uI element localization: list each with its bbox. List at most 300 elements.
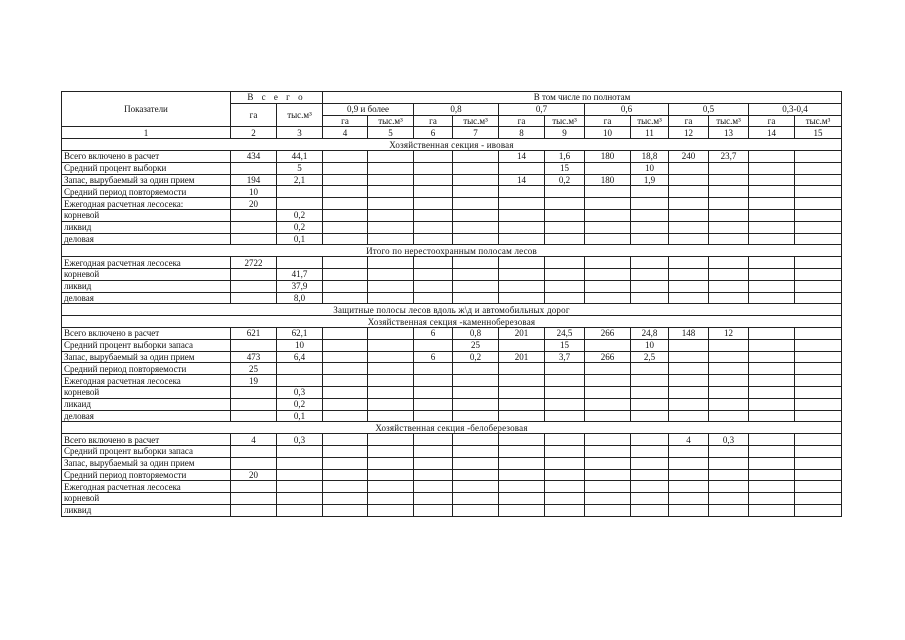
table-cell: 0,1 (277, 410, 323, 422)
table-cell: 4 (669, 434, 709, 446)
table-cell (631, 445, 669, 457)
table-cell (499, 410, 545, 422)
table-row (62, 327, 842, 339)
table-cell (453, 410, 499, 422)
column-number: 13 (709, 127, 749, 139)
row-label: Средний период повторяемости (62, 186, 231, 198)
table-cell: 24,8 (631, 327, 669, 339)
table-cell (323, 351, 368, 363)
table-cell (414, 386, 453, 398)
unit-thm3: тыс.м³ (631, 115, 669, 127)
table-cell (795, 410, 842, 422)
table-cell (709, 504, 749, 516)
table-cell (709, 257, 749, 269)
table-cell (795, 186, 842, 198)
row-label: ликвид (62, 280, 231, 292)
table-cell (414, 445, 453, 457)
table-cell (231, 268, 277, 280)
table-cell (368, 209, 414, 221)
table-cell (453, 434, 499, 446)
table-cell (368, 339, 414, 351)
table-cell (277, 469, 323, 481)
unit-ha: га (669, 115, 709, 127)
table-cell (585, 162, 631, 174)
table-cell (585, 209, 631, 221)
table-cell (669, 504, 709, 516)
table-row (62, 233, 842, 245)
table-cell (368, 233, 414, 245)
table-cell: 14 (499, 150, 545, 162)
table-cell (669, 174, 709, 186)
table-cell (277, 445, 323, 457)
table-cell: 15 (545, 162, 585, 174)
table-cell: 0,3 (709, 434, 749, 446)
table-cell: 44,1 (277, 150, 323, 162)
table-cell (368, 434, 414, 446)
row-label: Средний процент выборки запаса (62, 339, 231, 351)
table-cell (631, 386, 669, 398)
table-cell (545, 457, 585, 469)
table-cell (631, 233, 669, 245)
table-row (62, 162, 842, 174)
header-density: 0,8 (414, 103, 499, 115)
row-label: Ежегодная расчетная лесосека (62, 375, 231, 387)
table-cell (669, 375, 709, 387)
table-cell (231, 233, 277, 245)
table-cell: 0,2 (277, 221, 323, 233)
table-cell: 621 (231, 327, 277, 339)
table-cell (277, 363, 323, 375)
table-cell (709, 174, 749, 186)
table-cell (585, 375, 631, 387)
table-cell (795, 469, 842, 481)
table-cell (414, 398, 453, 410)
table-cell (368, 162, 414, 174)
table-cell (709, 233, 749, 245)
table-cell (749, 162, 795, 174)
table-cell (795, 481, 842, 493)
row-label: Ежегодная расчетная лесосека (62, 481, 231, 493)
table-cell (709, 481, 749, 493)
table-cell: 10 (631, 339, 669, 351)
table-cell (323, 493, 368, 505)
table-cell (453, 257, 499, 269)
table-row (62, 434, 842, 446)
table-cell (453, 186, 499, 198)
table-cell (545, 504, 585, 516)
table-cell (323, 434, 368, 446)
header-total-thm3: тыс.м³ (277, 103, 323, 127)
table-row (62, 221, 842, 233)
table-cell (368, 221, 414, 233)
table-cell (414, 292, 453, 304)
table-cell (709, 386, 749, 398)
table-cell: 0,2 (277, 398, 323, 410)
table-cell (709, 198, 749, 210)
table-cell (631, 280, 669, 292)
table-cell (585, 339, 631, 351)
table-cell (545, 445, 585, 457)
table-cell (499, 504, 545, 516)
table-cell (414, 233, 453, 245)
table-cell (795, 351, 842, 363)
section-title-row (62, 422, 842, 434)
table-cell (585, 233, 631, 245)
table-cell (631, 209, 669, 221)
table-row (62, 150, 842, 162)
table-cell (631, 457, 669, 469)
table-cell (414, 268, 453, 280)
table-cell (277, 198, 323, 210)
header-density: 0,3-0,4 (749, 103, 842, 115)
table-cell (709, 363, 749, 375)
table-cell: 62,1 (277, 327, 323, 339)
table-cell (368, 481, 414, 493)
table-cell (414, 375, 453, 387)
table-row (62, 198, 842, 210)
table-cell: 2,1 (277, 174, 323, 186)
table-cell (749, 398, 795, 410)
table-cell (585, 445, 631, 457)
row-label: деловая (62, 233, 231, 245)
table-cell (585, 280, 631, 292)
table-cell (231, 398, 277, 410)
table-cell (453, 292, 499, 304)
table-cell: 14 (499, 174, 545, 186)
table-cell (585, 268, 631, 280)
table-cell (368, 351, 414, 363)
table-cell (669, 398, 709, 410)
table-cell: 23,7 (709, 150, 749, 162)
table-row (62, 493, 842, 505)
table-cell (414, 257, 453, 269)
table-cell (368, 198, 414, 210)
table-cell (669, 493, 709, 505)
table-cell (545, 292, 585, 304)
table-cell (795, 386, 842, 398)
table-cell: 41,7 (277, 268, 323, 280)
table-cell (669, 162, 709, 174)
table-cell (545, 493, 585, 505)
table-cell (631, 434, 669, 446)
row-label: ликвид (62, 504, 231, 516)
table-cell (414, 457, 453, 469)
table-cell (545, 434, 585, 446)
table-cell: 266 (585, 327, 631, 339)
table-cell (669, 280, 709, 292)
table-cell (323, 339, 368, 351)
column-number: 12 (669, 127, 709, 139)
table-cell (231, 504, 277, 516)
column-number: 6 (414, 127, 453, 139)
table-cell (231, 339, 277, 351)
table-cell (545, 410, 585, 422)
row-label: деловая (62, 292, 231, 304)
table-row (62, 209, 842, 221)
table-cell (368, 445, 414, 457)
table-cell (795, 434, 842, 446)
table-cell (631, 186, 669, 198)
table-cell (669, 221, 709, 233)
unit-thm3: тыс.м³ (795, 115, 842, 127)
table-cell (749, 375, 795, 387)
column-number: 3 (277, 127, 323, 139)
table-cell (323, 268, 368, 280)
table-cell (585, 434, 631, 446)
table-cell (499, 233, 545, 245)
table-cell (669, 257, 709, 269)
table-cell (368, 327, 414, 339)
table-cell (709, 493, 749, 505)
table-cell (631, 469, 669, 481)
table-cell (669, 481, 709, 493)
table-cell (749, 434, 795, 446)
table-cell (231, 386, 277, 398)
table-cell: 240 (669, 150, 709, 162)
table-cell (368, 375, 414, 387)
table-cell (545, 233, 585, 245)
table-cell (585, 186, 631, 198)
table-cell (709, 162, 749, 174)
table-cell: 266 (585, 351, 631, 363)
table-cell (323, 162, 368, 174)
table-cell (231, 280, 277, 292)
table-cell: 24,5 (545, 327, 585, 339)
table-cell (368, 257, 414, 269)
table-cell (499, 162, 545, 174)
table-cell (323, 280, 368, 292)
table-cell (453, 221, 499, 233)
table-cell (669, 351, 709, 363)
table-cell (795, 268, 842, 280)
table-cell (749, 221, 795, 233)
table-cell (453, 481, 499, 493)
table-cell (368, 386, 414, 398)
table-cell (631, 410, 669, 422)
table-cell (795, 162, 842, 174)
table-cell (545, 363, 585, 375)
table-cell (277, 504, 323, 516)
table-cell: 25 (453, 339, 499, 351)
table-cell (414, 186, 453, 198)
row-label: Запас, вырубаемый за один прием (62, 174, 231, 186)
table-cell (585, 292, 631, 304)
table-cell (414, 493, 453, 505)
table-cell: 148 (669, 327, 709, 339)
table-cell (795, 363, 842, 375)
column-number: 11 (631, 127, 669, 139)
table-cell (631, 257, 669, 269)
table-cell (277, 375, 323, 387)
table-cell (749, 493, 795, 505)
table-cell (795, 504, 842, 516)
table-cell (453, 375, 499, 387)
table-cell (669, 339, 709, 351)
table-cell (231, 445, 277, 457)
header-density: 0,6 (585, 103, 669, 115)
table-cell (709, 445, 749, 457)
unit-thm3: тыс.м³ (453, 115, 499, 127)
table-cell (323, 481, 368, 493)
table-cell (453, 162, 499, 174)
table-row (62, 469, 842, 481)
table-cell (323, 257, 368, 269)
table-cell (631, 221, 669, 233)
table-cell (631, 493, 669, 505)
table-cell: 12 (709, 327, 749, 339)
table-cell (749, 280, 795, 292)
table-cell (795, 375, 842, 387)
table-cell (323, 375, 368, 387)
column-number: 15 (795, 127, 842, 139)
table-cell (669, 268, 709, 280)
table-cell (631, 504, 669, 516)
table-cell (368, 469, 414, 481)
table-cell: 180 (585, 174, 631, 186)
table-cell (414, 280, 453, 292)
table-cell (631, 375, 669, 387)
table-cell: 6,4 (277, 351, 323, 363)
table-cell (795, 233, 842, 245)
table-row (62, 363, 842, 375)
header-total-ha: га (231, 103, 277, 127)
table-cell (545, 221, 585, 233)
table-cell: 0,3 (277, 386, 323, 398)
table-cell (453, 280, 499, 292)
table-cell (414, 339, 453, 351)
table-cell (368, 410, 414, 422)
table-cell (585, 386, 631, 398)
table-cell (795, 174, 842, 186)
table-cell (545, 209, 585, 221)
table-cell: 18,8 (631, 150, 669, 162)
table-cell: 0,2 (545, 174, 585, 186)
unit-ha: га (499, 115, 545, 127)
table-cell (631, 198, 669, 210)
table-cell (749, 410, 795, 422)
table-cell (368, 363, 414, 375)
table-cell (669, 233, 709, 245)
row-label: корневой (62, 268, 231, 280)
table-row (62, 410, 842, 422)
table-row (62, 445, 842, 457)
table-cell (749, 327, 795, 339)
table-cell (709, 469, 749, 481)
unit-thm3: тыс.м³ (368, 115, 414, 127)
table-cell (669, 198, 709, 210)
table-cell: 19 (231, 375, 277, 387)
table-cell (631, 268, 669, 280)
section-title: Хозяйственная секция -белоберезовая (62, 422, 842, 434)
table-cell (795, 327, 842, 339)
table-cell (631, 363, 669, 375)
table-cell (709, 280, 749, 292)
table-cell (499, 280, 545, 292)
table-cell (669, 410, 709, 422)
table-cell (323, 445, 368, 457)
table-cell (368, 493, 414, 505)
table-cell (499, 198, 545, 210)
table-cell (585, 198, 631, 210)
table-cell (368, 504, 414, 516)
table-cell (414, 162, 453, 174)
table-row (62, 504, 842, 516)
table-cell (795, 457, 842, 469)
table-cell (368, 292, 414, 304)
table-cell: 10 (231, 186, 277, 198)
table-cell (499, 221, 545, 233)
table-cell (368, 268, 414, 280)
table-cell (323, 363, 368, 375)
section-title: Хозяйственная секция -каменноберезовая (62, 316, 842, 328)
table-cell (453, 209, 499, 221)
table-cell (414, 504, 453, 516)
table-cell (545, 398, 585, 410)
row-label: ликвид (62, 221, 231, 233)
table-cell (749, 292, 795, 304)
table-row (62, 292, 842, 304)
table-cell: 0,2 (453, 351, 499, 363)
header-total: В с е г о (231, 92, 323, 104)
row-label: Всего включено в расчет (62, 327, 231, 339)
table-row (62, 398, 842, 410)
table-cell (795, 221, 842, 233)
table-cell (414, 209, 453, 221)
table-cell (323, 186, 368, 198)
section-title: Хозяйственная секция - ивовая (62, 139, 842, 151)
table-cell (545, 386, 585, 398)
table-cell (669, 445, 709, 457)
table-cell (545, 257, 585, 269)
table-cell: 4 (231, 434, 277, 446)
table-cell (231, 410, 277, 422)
table-cell (585, 257, 631, 269)
unit-thm3: тыс.м³ (709, 115, 749, 127)
column-number: 9 (545, 127, 585, 139)
section-title-row (62, 245, 842, 257)
section-title-row (62, 316, 842, 328)
table-cell (585, 504, 631, 516)
table-cell: 3,7 (545, 351, 585, 363)
table-cell (323, 386, 368, 398)
table-cell (453, 363, 499, 375)
table-cell (709, 410, 749, 422)
table-cell: 2,5 (631, 351, 669, 363)
table-row (62, 257, 842, 269)
table-cell (453, 457, 499, 469)
table-cell (499, 257, 545, 269)
unit-ha: га (749, 115, 795, 127)
table-cell (414, 150, 453, 162)
section-title-row (62, 304, 842, 316)
forest-calculation-table (61, 91, 842, 517)
table-cell (453, 469, 499, 481)
table-cell: 0,8 (453, 327, 499, 339)
unit-thm3: тыс.м³ (545, 115, 585, 127)
column-number: 2 (231, 127, 277, 139)
table-cell (453, 174, 499, 186)
row-label: Средний период повторяемости (62, 469, 231, 481)
header-density: 0,7 (499, 103, 585, 115)
table-row (62, 375, 842, 387)
row-label: Средний процент выборки запаса (62, 445, 231, 457)
table-cell (323, 327, 368, 339)
table-cell (749, 150, 795, 162)
table-row (62, 186, 842, 198)
table-cell (749, 504, 795, 516)
table-cell (585, 398, 631, 410)
table-cell (585, 410, 631, 422)
